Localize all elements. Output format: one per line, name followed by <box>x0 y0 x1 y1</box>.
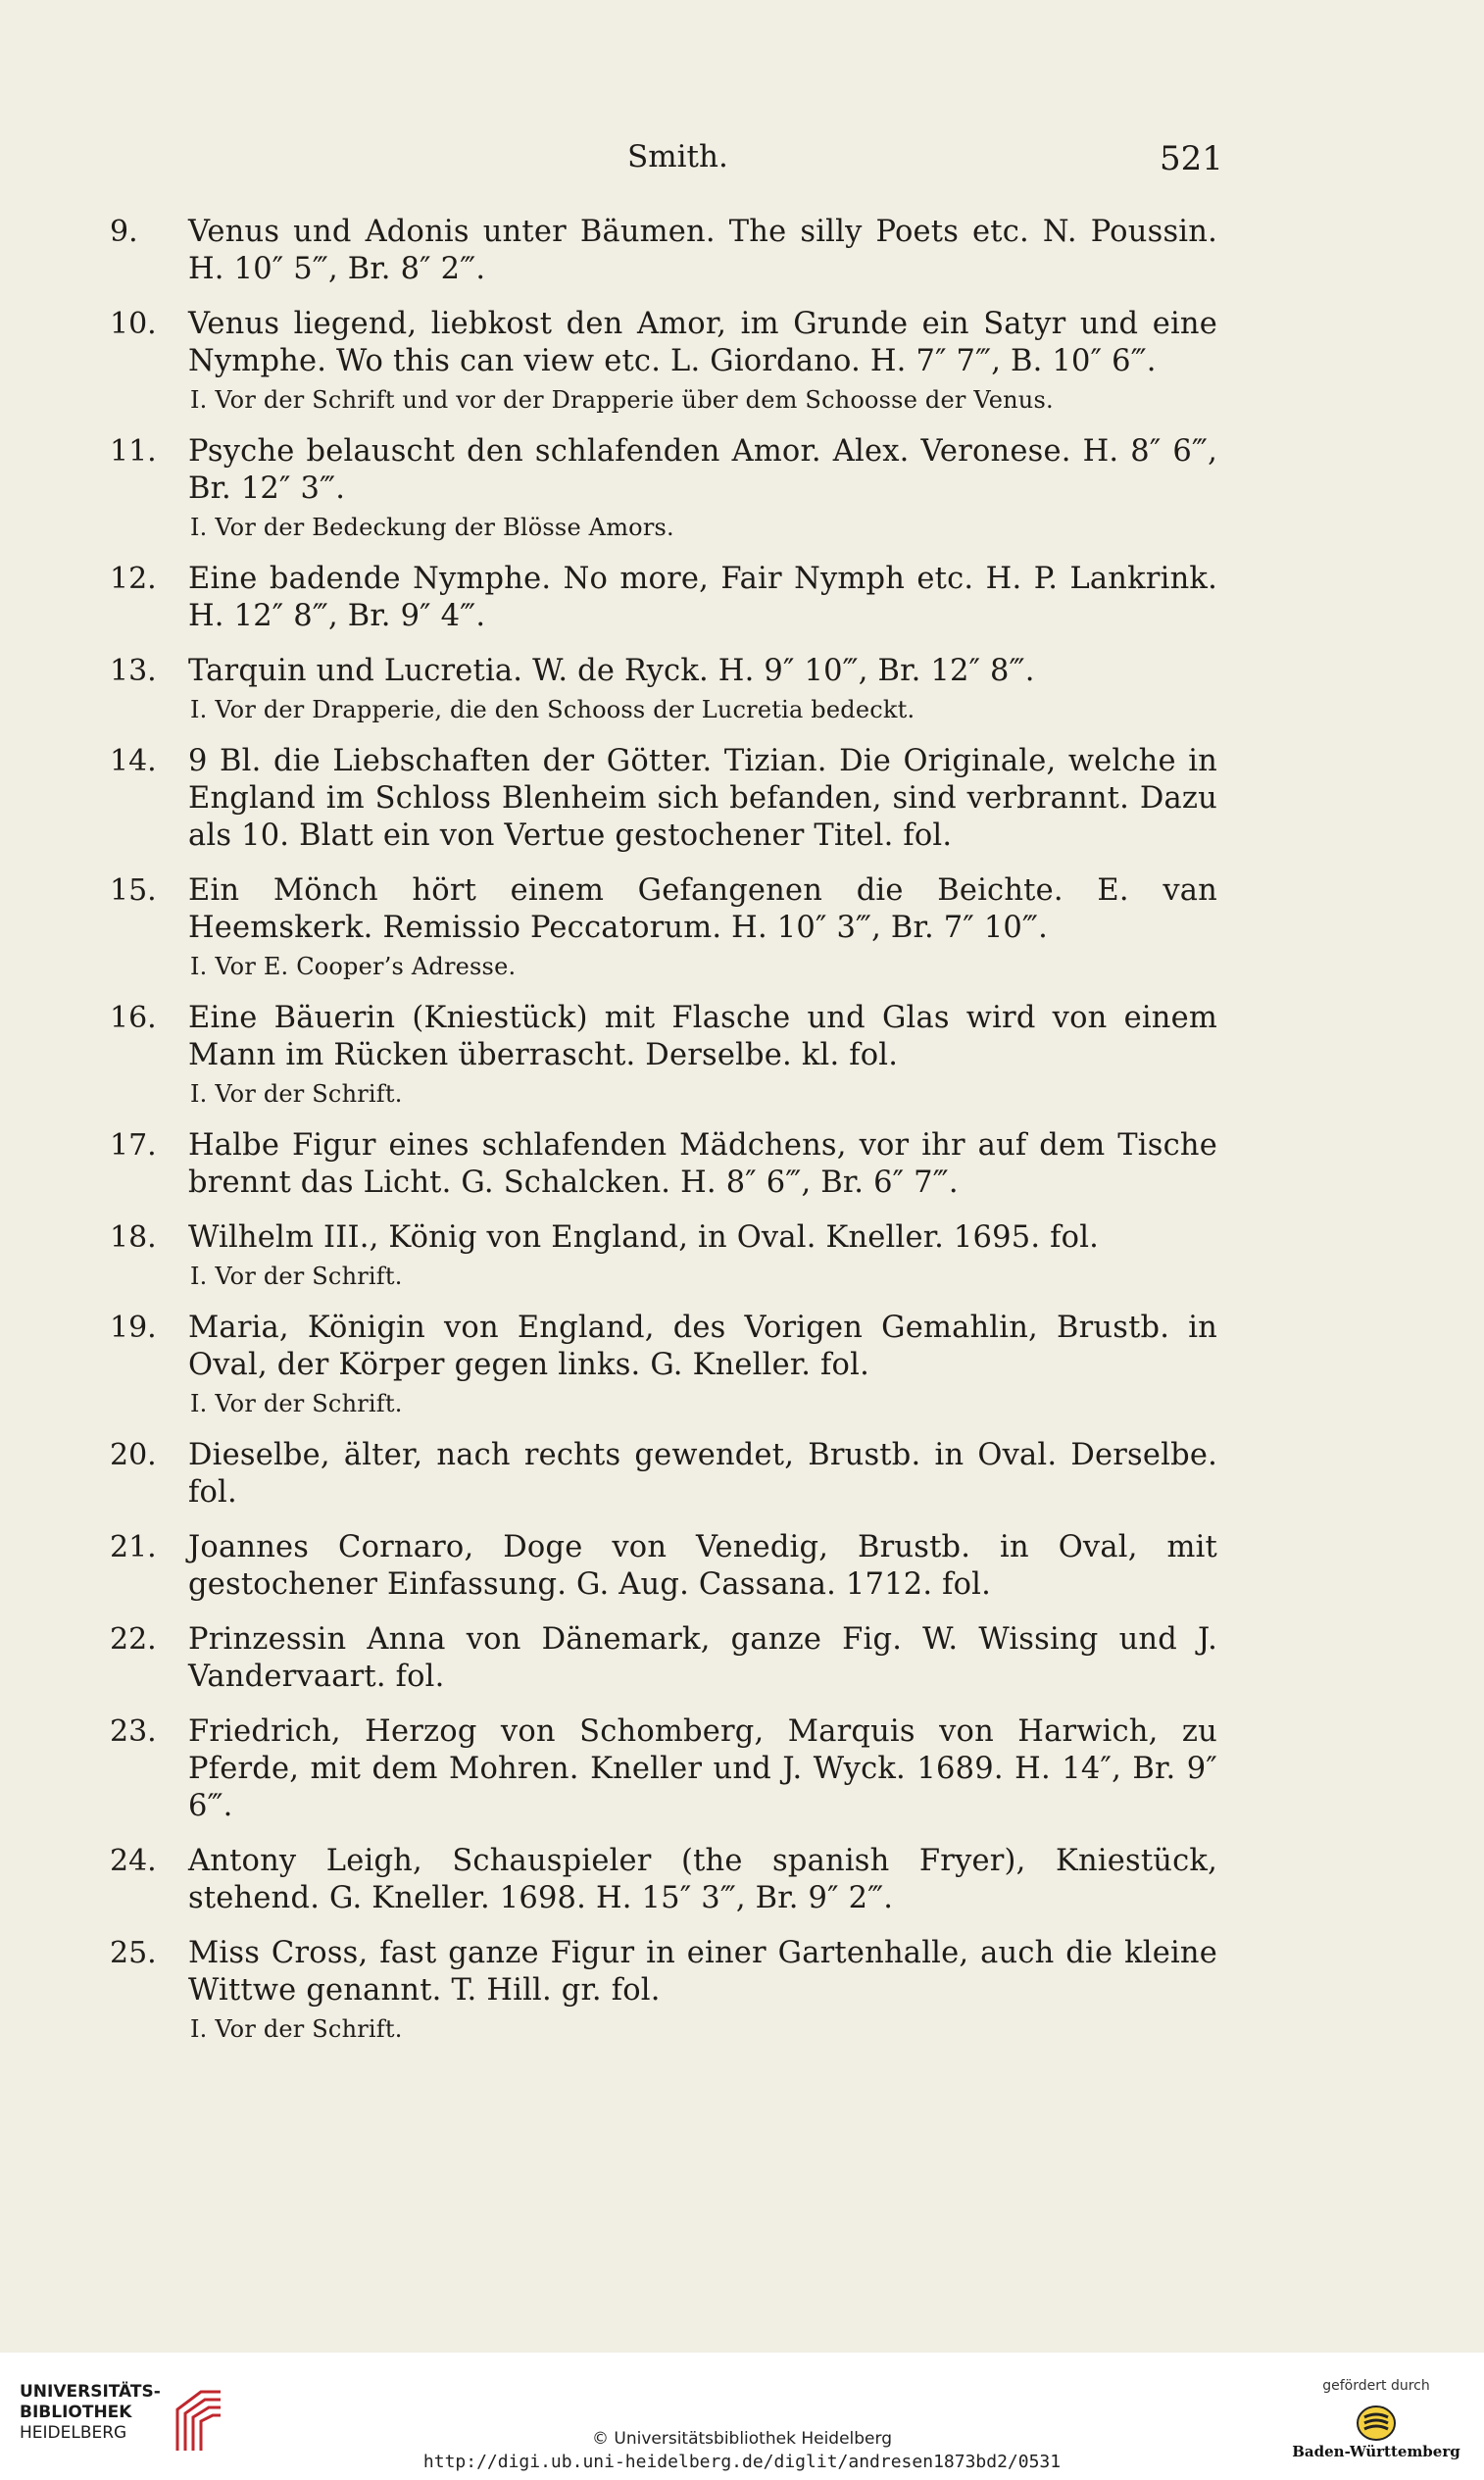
entry-number: 18. <box>110 1220 157 1255</box>
entry-number: 21. <box>110 1530 157 1564</box>
entry-text: Eine badende Nymphe. No more, Fair Nymph etc. H. P. Lankrink. H. 12″ 8‴, Br. 9″ 4‴. <box>188 562 1217 633</box>
entry-number: 22. <box>110 1622 157 1657</box>
library-name-line: UNIVERSITÄTS- <box>20 2382 161 2402</box>
catalogue-entries <box>0 214 1484 2062</box>
library-name-line: BIBLIOTHEK <box>20 2403 132 2422</box>
entry-state-note: I. Vor E. Cooper’s Adresse. <box>190 953 517 980</box>
entry-number: 9. <box>110 215 138 249</box>
sponsor-label: gefördert durch <box>1322 2378 1430 2394</box>
state-crest-icon <box>1355 2402 1398 2445</box>
catalogue-entry <box>0 1621 1484 1696</box>
catalogue-entry <box>0 653 1484 725</box>
entry-text: Venus liegend, liebkost den Amor, im Grunde ein Satyr und eine Nymphe. Wo this can view etc. L. Giordano. H. 7″ 7‴, B. 10″ 6‴. <box>188 307 1217 378</box>
catalogue-entry <box>0 872 1484 982</box>
catalogue-entry <box>0 561 1484 635</box>
entry-number: 11. <box>110 434 157 469</box>
entry-text: Miss Cross, fast ganze Figur in einer Gartenhalle, auch die kleine Wittwe genannt. T. Hill. gr. fol. <box>188 1936 1217 2008</box>
entry-number: 17. <box>110 1128 157 1163</box>
catalogue-entry <box>0 1529 1484 1604</box>
running-head <box>0 139 1484 188</box>
entry-number: 13. <box>110 654 157 688</box>
catalogue-entry <box>0 214 1484 288</box>
entry-state-note: I. Vor der Schrift. <box>190 1390 403 1417</box>
entry-text: Friedrich, Herzog von Schomberg, Marquis von Harwich, zu Pferde, mit dem Mohren. Kneller und J. Wyck. 1689. H. 14″, Br. 9″ 6‴. <box>188 1714 1217 1823</box>
entry-number: 14. <box>110 744 157 778</box>
catalogue-entry <box>0 433 1484 543</box>
entry-text: Antony Leigh, Schauspieler (the spanish Fryer), Kniestück, stehend. G. Kneller. 1698. H. 15″ 3‴, Br. 9″ 2‴. <box>188 1844 1217 1915</box>
footer-bar <box>0 2353 1484 2480</box>
catalogue-entry <box>0 1219 1484 1292</box>
catalogue-entry <box>0 306 1484 416</box>
entry-text: Tarquin und Lucretia. W. de Ryck. H. 9″ 10‴, Br. 12″ 8‴. <box>188 654 1035 688</box>
catalogue-entry <box>0 1000 1484 1110</box>
catalogue-entry <box>0 1437 1484 1512</box>
entry-text: Dieselbe, älter, nach rechts gewendet, Brustb. in Oval. Derselbe. fol. <box>188 1438 1217 1510</box>
sponsor-block <box>1288 2378 1464 2460</box>
entry-text: Wilhelm III., König von England, in Oval. Kneller. 1695. fol. <box>188 1220 1100 1255</box>
source-url[interactable]: http://digi.ub.uni-heidelberg.de/diglit/andresen1873bd2/0531 <box>422 2452 1062 2472</box>
entry-number: 19. <box>110 1311 157 1345</box>
catalogue-entry <box>0 1127 1484 1202</box>
sponsor-name: Baden-Württemberg <box>1292 2443 1460 2460</box>
entry-text: Venus und Adonis unter Bäumen. The silly Poets etc. N. Poussin. H. 10″ 5‴, Br. 8″ 2‴. <box>188 215 1217 286</box>
entry-number: 12. <box>110 562 157 596</box>
entry-number: 23. <box>110 1714 157 1749</box>
entry-state-note: I. Vor der Bedeckung der Blösse Amors. <box>190 514 674 541</box>
copyright-notice: © Universitätsbibliothek Heidelberg <box>591 2429 892 2449</box>
entry-number: 20. <box>110 1438 157 1472</box>
entry-text: Maria, Königin von England, des Vorigen Gemahlin, Brustb. in Oval, der Körper gegen links. G. Kneller. fol. <box>188 1311 1217 1382</box>
entry-text: Halbe Figur eines schlafenden Mädchens, vor ihr auf dem Tische brennt das Licht. G. Schalcken. H. 8″ 6‴, Br. 6″ 7‴. <box>188 1128 1217 1200</box>
entry-number: 24. <box>110 1844 157 1878</box>
entry-state-note: I. Vor der Drapperie, die den Schooss der Lucretia bedeckt. <box>190 696 915 723</box>
entry-text: Joannes Cornaro, Doge von Venedig, Brustb. in Oval, mit gestochener Einfassung. G. Aug. Cassana. 1712. fol. <box>188 1530 1217 1602</box>
catalogue-entry <box>0 1310 1484 1419</box>
entry-number: 25. <box>110 1936 157 1970</box>
catalogue-entry <box>0 1935 1484 2045</box>
entry-text: 9 Bl. die Liebschaften der Götter. Tizian. Die Originale, welche in England im Schloss Blenheim sich befanden, sind verbrannt. Dazu als 10. Blatt ein von Vertue gestochener Titel. fol. <box>188 744 1217 853</box>
catalogue-entry <box>0 1843 1484 1917</box>
entry-state-note: I. Vor der Schrift. <box>190 1080 403 1108</box>
catalogue-entry <box>0 1713 1484 1825</box>
entry-number: 10. <box>110 307 157 341</box>
entry-text: Psyche belauscht den schlafenden Amor. Alex. Veronese. H. 8″ 6‴, Br. 12″ 3‴. <box>188 434 1217 506</box>
page-number: 521 <box>1160 139 1223 178</box>
entry-text: Eine Bäuerin (Kniestück) mit Flasche und Glas wird von einem Mann im Rücken überrascht. Derselbe. kl. fol. <box>188 1001 1217 1072</box>
entry-number: 16. <box>110 1001 157 1035</box>
entry-text: Prinzessin Anna von Dänemark, ganze Fig. W. Wissing und J. Vandervaart. fol. <box>188 1622 1217 1694</box>
running-title: Smith. <box>627 139 728 174</box>
entry-text: Ein Mönch hört einem Gefangenen die Beichte. E. van Heemskerk. Remissio Peccatorum. H. 10″ 3‴, Br. 7″ 10‴. <box>188 873 1217 945</box>
library-name-line: HEIDELBERG <box>20 2423 127 2443</box>
entry-state-note: I. Vor der Schrift und vor der Drapperie über dem Schoosse der Venus. <box>190 386 1054 414</box>
entry-number: 15. <box>110 873 157 908</box>
catalogue-entry <box>0 743 1484 855</box>
entry-state-note: I. Vor der Schrift. <box>190 1263 403 1290</box>
entry-state-note: I. Vor der Schrift. <box>190 2015 403 2043</box>
